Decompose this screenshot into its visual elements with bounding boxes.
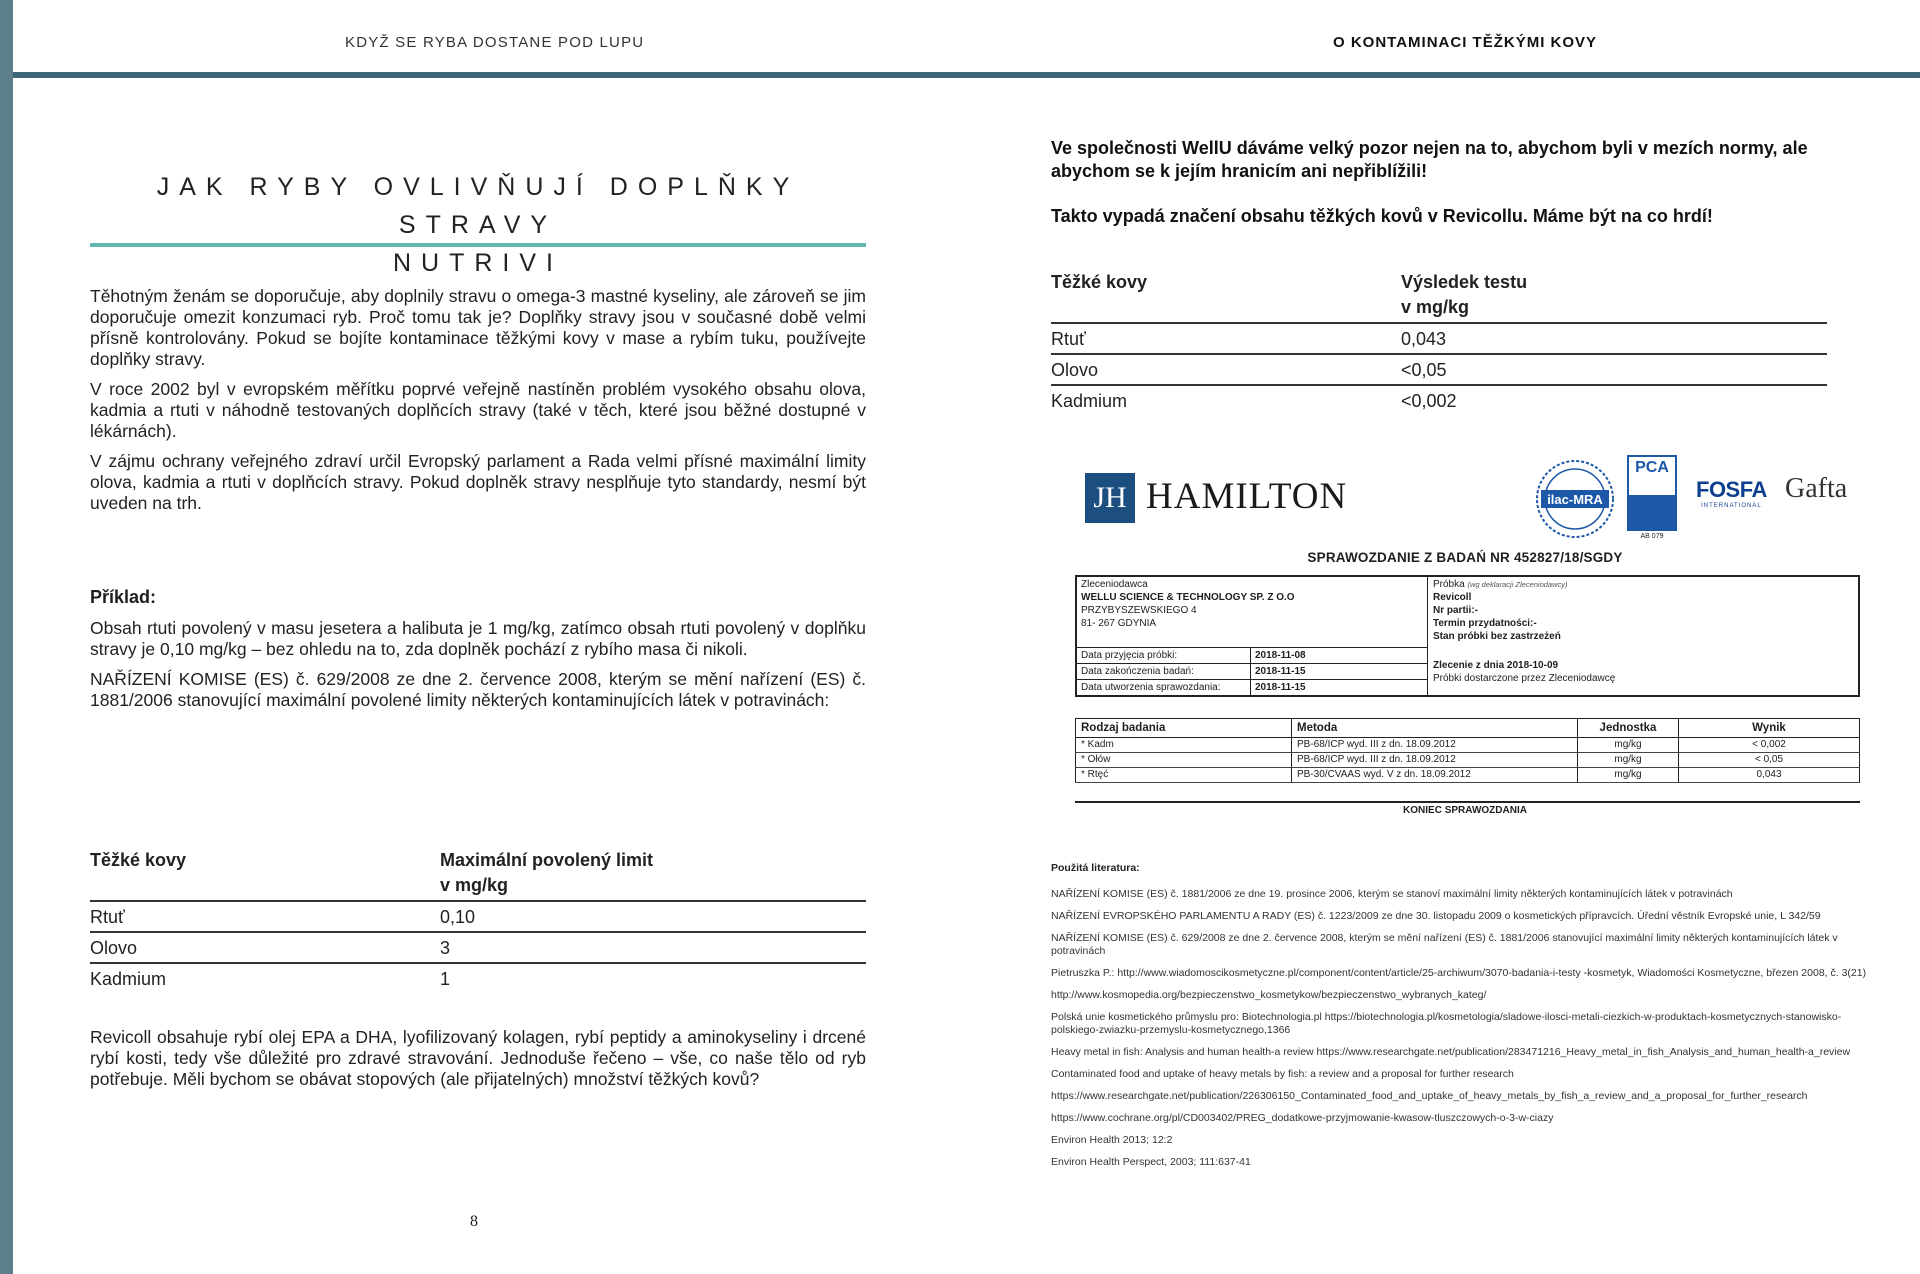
date-value: 2018-11-15	[1251, 680, 1428, 696]
date-label: Data utworzenia sprawozdania:	[1077, 680, 1251, 696]
table-row	[1077, 680, 1427, 696]
col-header: Rodzaj badania	[1076, 719, 1292, 738]
table-row	[90, 963, 866, 993]
right-intro-2: Takto vypadá značení obsahu těžkých kovů v Revicollu. Máme být na co hrdí!	[1051, 206, 1713, 226]
test-unit: mg/kg	[1578, 768, 1679, 783]
literature-item: NAŘÍZENÍ EVROPSKÉHO PARLAMENTU A RADY (ES) č. 1223/2009 ze dne 30. listopadu 2009 o kosmetických přípravcích. Úřední věstník Evropské unie, L 342/59	[1051, 910, 1821, 922]
literature-item: Polská unie kosmetického průmyslu pro: Biotechnologia.pl https://biotechnologia.pl/kosmetologia/sladowe-ilosci-metali-ciezkich-w-produktach-kosmetycznych-stanowisko-polskiego-zwiazku-przemyslu-kosmetycznego,1366	[1051, 1011, 1842, 1036]
test-result: < 0,05	[1679, 753, 1860, 768]
col-header-result	[1401, 270, 1827, 323]
table-row	[1076, 753, 1860, 768]
report-end-rule	[1075, 801, 1860, 803]
report-info-box	[1075, 575, 1860, 697]
paragraph: Obsah rtuti povolený v masu jesetera a halibuta je 1 mg/kg, zatímco obsah rtuti povolený v doplňku stravy je 0,10 mg/kg – bez ohledu na to, zda doplněk pochází z rybího masa či nikoli.	[90, 618, 866, 659]
left-page-title	[90, 168, 866, 282]
sample-name: Revicoll	[1433, 592, 1472, 603]
paragraph: Těhotným ženám se doporučuje, aby doplnily stravu o omega-3 mastné kyseliny, ale zároveň se jim doporučuje omezit konzumaci ryb. Proč tomu tak je? Doplňky stravy jsou v současné době velmi přísně kontrolovány. Pokud se bojíte kontaminace těžkými kovy v mase a rybím tuku, používejte doplňky stravy.	[90, 286, 866, 369]
metal-value: 1	[440, 969, 451, 989]
metal-name: Olovo	[90, 932, 440, 963]
test-type: * Rtęć	[1076, 768, 1292, 783]
col-header-limit-line2: v mg/kg	[440, 875, 509, 895]
report-title: SPRAWOZDANIE Z BADAŃ NR 452827/18/SGDY	[1307, 550, 1623, 565]
metal-value: <0,05	[1401, 354, 1827, 385]
table-row	[1051, 385, 1827, 415]
intro-text	[90, 286, 866, 523]
table-row	[1076, 768, 1860, 783]
test-type: * Ołów	[1076, 753, 1292, 768]
sample-block	[1429, 577, 1859, 695]
table-header-row	[1076, 719, 1860, 738]
paragraph: V roce 2002 byl v evropském měřítku poprvé veřejně nastíněn problém vysokého obsahu olova, kadmia a rtuti v náhodně testovaných doplňcích stravy (také v těch, které jsou běžné dostupné v lékárnách).	[90, 379, 866, 441]
col-header: Metoda	[1292, 719, 1578, 738]
date-label: Data przyjęcia próbki:	[1077, 648, 1251, 664]
report-results-table	[1075, 718, 1860, 783]
paragraph: V zájmu ochrany veřejného zdraví určil Evropský parlament a Rada velmi přísné maximální limity olova, kadmia a rtuti v doplňcích stravy. Pokud doplněk stravy nesplňuje tyto standardy, nesmí být uveden na trh.	[90, 451, 866, 513]
metal-value: 0,043	[1401, 323, 1827, 354]
page-number: 8	[470, 1213, 478, 1230]
gafta-logo-text: Gafta	[1785, 473, 1848, 504]
col-header-limit-line1: Maximální povolený limit	[440, 850, 654, 870]
literature-item: Contaminated food and uptake of heavy metals by fish: a review and a proposal for further research	[1051, 1068, 1514, 1080]
literature-item: https://www.cochrane.org/pl/CD003402/PREG_dodatkowe-przyjmowanie-kwasow-tluszczowych-o-3-w-ciazy	[1051, 1112, 1554, 1124]
test-unit: mg/kg	[1578, 753, 1679, 768]
order-date: Zlecenie z dnia 2018-10-09	[1433, 660, 1559, 671]
pca-code: AB 079	[1640, 533, 1664, 540]
fosfa-logo-icon	[1696, 477, 1767, 509]
table-row	[1076, 738, 1860, 753]
test-method: PB-30/CVAAS wyd. V z dn. 18.09.2012	[1292, 768, 1578, 783]
test-result: 0,043	[1679, 768, 1860, 783]
lab-report-image	[1060, 445, 1870, 825]
report-end-label: KONIEC SPRAWOZDANIA	[1403, 805, 1527, 816]
metal-value: 3	[440, 932, 866, 963]
sample-state: Stan próbki bez zastrzeżeń	[1433, 631, 1561, 642]
test-type: * Kadm	[1076, 738, 1292, 753]
metal-value: 0,10	[440, 901, 866, 932]
hamilton-logo-text: HAMILTON	[1146, 476, 1348, 517]
title-underline	[90, 243, 866, 247]
col-header-result-line2: v mg/kg	[1401, 297, 1470, 317]
fosfa-text: FOSFA	[1696, 477, 1767, 502]
pca-text: PCA	[1635, 459, 1669, 476]
metal-name: Rtuť	[1051, 323, 1401, 354]
table-row	[1077, 664, 1427, 680]
table-row	[1051, 354, 1827, 385]
col-header-limit	[440, 848, 866, 901]
table-row	[90, 901, 866, 932]
col-header-result-line1: Výsledek testu	[1401, 272, 1528, 292]
date-label: Data zakończenia badań:	[1077, 664, 1251, 680]
col-header-metal: Těžké kovy	[90, 848, 440, 901]
date-value: 2018-11-15	[1251, 664, 1428, 680]
title-line-1: JAK RYBY OVLIVŇUJÍ DOPLŇKY STRAVY	[156, 173, 800, 239]
results-table	[1051, 270, 1827, 415]
table-header-row	[1051, 270, 1827, 323]
col-header: Wynik	[1679, 719, 1860, 738]
test-unit: mg/kg	[1578, 738, 1679, 753]
table-row	[90, 932, 866, 963]
limits-table	[90, 848, 866, 993]
batch-number: Nr partii:-	[1433, 605, 1478, 616]
running-head-left: KDYŽ SE RYBA DOSTANE POD LUPU	[345, 34, 645, 51]
literature-item: NAŘÍZENÍ KOMISE (ES) č. 1881/2006 ze dne 19. prosince 2006, kterým se stanoví maximální limity některých kontaminujících látek v potravinách	[1051, 888, 1733, 900]
ilac-text: ilac-MRA	[1547, 492, 1603, 507]
literature-item: Pietruszka P.: http://www.wiadomoscikosmetyczne.pl/component/content/article/25-archiwum/3070-badania-i-testy -kosmetyk, Wiadomości Kosmetyczne, březen 2008, č. 3(21)	[1051, 967, 1867, 979]
table-row	[1077, 648, 1427, 664]
metal-name: Kadmium	[90, 969, 167, 989]
hamilton-logo-icon: JH	[1085, 473, 1135, 523]
metal-name: Rtuť	[90, 901, 440, 932]
left-edge-bar	[0, 0, 13, 1274]
ilac-mra-logo-icon	[1535, 459, 1615, 544]
literature-item: https://www.researchgate.net/publication/226306150_Contaminated_food_and_uptake_of_heavy_metals_by_fish_a_review_and_a_proposal_for_further_research	[1051, 1090, 1808, 1102]
header-rule	[13, 72, 1920, 78]
literature-item: Environ Health Perspect, 2003; 111:637-41	[1051, 1156, 1251, 1168]
sample-note: (wg deklaracji Zleceniodawcy)	[1467, 580, 1568, 589]
literature-list	[1051, 862, 1871, 1178]
metal-value: <0,002	[1401, 391, 1457, 411]
pca-logo-icon	[1627, 455, 1677, 540]
col-header-metal: Těžké kovy	[1051, 270, 1401, 323]
example-section	[90, 587, 866, 720]
col-header: Jednostka	[1578, 719, 1679, 738]
expiry-date: Termin przydatności:-	[1433, 618, 1537, 629]
client-label: Zleceniodawca	[1081, 579, 1148, 590]
paragraph: NAŘÍZENÍ KOMISE (ES) č. 629/2008 ze dne 2. července 2008, kterým se mění nařízení (ES) č. 1881/2006 stanovující maximální povolené limity některých kontaminujících látek v potravinách:	[90, 669, 866, 710]
running-head-right: O KONTAMINACI TĚŽKÝMI KOVY	[1333, 34, 1598, 51]
table-header-row	[90, 848, 866, 901]
client-block	[1077, 577, 1428, 695]
delivered-by: Próbki dostarczone przez Zleceniodawcę	[1433, 673, 1616, 684]
metal-name: Olovo	[1051, 354, 1401, 385]
paragraph: Revicoll obsahuje rybí olej EPA a DHA, lyofilizovaný kolagen, rybí peptidy a aminokyseliny i drcené rybí kosti, tedy vše důležité pro zdravé stravování. Jednoduše řečeno – vše, co naše tělo od ryb potřebuje. Měli bychom se obávat stopových (ale přijatelných) množství těžkých kovů?	[90, 1027, 866, 1089]
closing-text	[90, 1027, 866, 1099]
date-value: 2018-11-08	[1251, 648, 1428, 664]
sample-label: Próbka	[1433, 579, 1465, 590]
client-city: 81- 267 GDYNIA	[1081, 618, 1157, 629]
test-method: PB-68/ICP wyd. III z dn. 18.09.2012	[1292, 738, 1578, 753]
dates-table	[1077, 647, 1427, 695]
fosfa-sub: INTERNATIONAL	[1701, 503, 1762, 509]
title-line-2: NUTRIVI	[393, 249, 563, 277]
test-method: PB-68/ICP wyd. III z dn. 18.09.2012	[1292, 753, 1578, 768]
test-result: < 0,002	[1679, 738, 1860, 753]
table-row	[1051, 323, 1827, 354]
client-street: PRZYBYSZEWSKIEGO 4	[1081, 605, 1197, 616]
literature-item: Heavy metal in fish: Analysis and human health-a review https://www.researchgate.net/publication/283471216_Heavy_metal_in_fish_Analysis_and_human_health-a_review	[1051, 1046, 1851, 1058]
literature-title: Použitá literatura:	[1051, 862, 1140, 874]
literature-item: Environ Health 2013; 12:2	[1051, 1134, 1173, 1146]
right-intro-1: Ve společnosti WellU dáváme velký pozor nejen na to, abychom byli v mezích normy, ale abychom se k jejím hranicím ani nepřiblížili!	[1051, 138, 1808, 181]
literature-item: http://www.kosmopedia.org/bezpieczenstwo_kosmetykow/bezpieczenstwo_wybranych_kateg/	[1051, 989, 1487, 1001]
example-label: Příklad:	[90, 587, 157, 607]
metal-name: Kadmium	[1051, 391, 1128, 411]
client-name: WELLU SCIENCE & TECHNOLOGY SP. Z O.O	[1081, 592, 1295, 603]
literature-item: NAŘÍZENÍ KOMISE (ES) č. 629/2008 ze dne 2. července 2008, kterým se mění nařízení (ES) č. 1881/2006 stanovující maximální limity některých kontaminujících látek v potravinách	[1051, 932, 1838, 957]
